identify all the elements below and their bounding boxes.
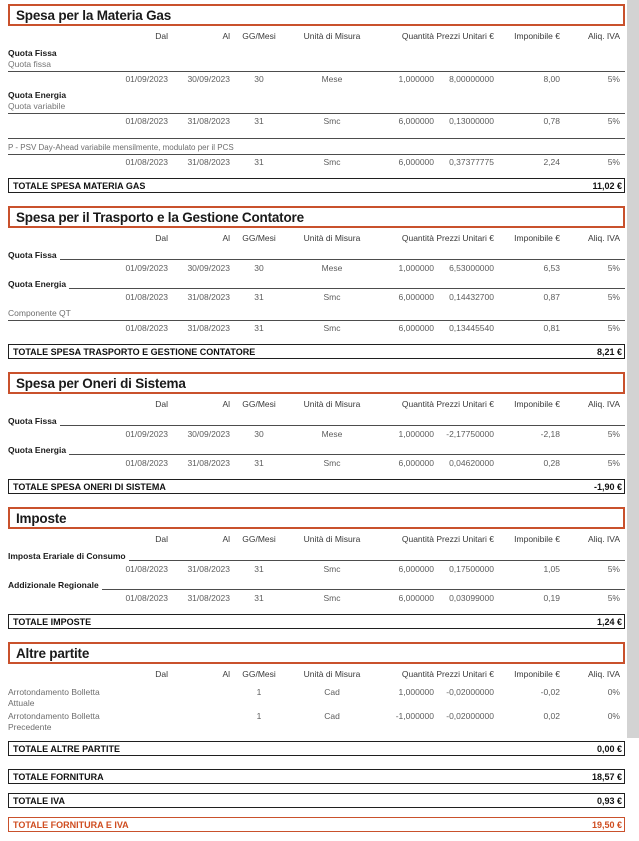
cell-unita-misura: Smc [323, 458, 341, 468]
column-header-quantita: Quantità [401, 31, 434, 41]
total-label: TOTALE IVA [13, 795, 66, 806]
total-label: TOTALE ALTRE PARTITE [13, 743, 120, 754]
cell-imponibile: 8,00 [543, 74, 560, 84]
page-edge-strip [627, 0, 639, 738]
section-title: Spesa per il Trasporto e la Gestione Contatore [16, 209, 304, 225]
total-value: 19,50 € [591, 819, 622, 830]
total-value: 0,00 € [596, 743, 622, 754]
column-header-prezzi-unitari: Prezzi Unitari € [436, 534, 494, 544]
table-row [8, 72, 625, 88]
total-value: 8,21 € [596, 346, 622, 357]
cell-gg-mesi: 31 [254, 593, 264, 603]
cell-gg-mesi: 31 [254, 458, 264, 468]
total-value: -1,90 € [593, 481, 622, 492]
cell-aliq-iva: 5% [607, 593, 620, 603]
column-headers [8, 534, 625, 545]
section-title-box [8, 642, 625, 664]
section-title-box [8, 372, 625, 394]
cell-unita-misura: Mese [321, 263, 343, 273]
rule-line [60, 425, 625, 426]
section-total-bar [8, 178, 625, 193]
group-label: Quota Fissa [8, 48, 57, 58]
cell-aliq-iva: 5% [607, 263, 620, 273]
group-label-row [8, 416, 625, 427]
grand-total-bar [8, 817, 625, 832]
cell-dal: 01/09/2023 [125, 74, 168, 84]
table-row [8, 321, 625, 337]
cell-quantita: 6,000000 [398, 564, 434, 574]
cell-unita-misura: Smc [323, 116, 341, 126]
cell-dal: 01/09/2023 [125, 429, 168, 439]
cell-gg-mesi: 1 [256, 711, 262, 721]
column-header-gg-mesi: GG/Mesi [242, 233, 276, 243]
note-label: P - PSV Day-Ahead variabile mensilmente, modulato per il PCS [8, 143, 625, 155]
cell-quantita: 6,000000 [398, 292, 434, 302]
cell-aliq-iva: 5% [607, 74, 620, 84]
group-label: Quota Fissa [8, 250, 57, 260]
cell-prezzi-unitari: 0,13445540 [449, 323, 494, 333]
cell-prezzi-unitari: 8,00000000 [449, 74, 494, 84]
table-row [8, 562, 625, 578]
cell-al: 30/09/2023 [187, 263, 230, 273]
cell-prezzi-unitari: 0,14432700 [449, 292, 494, 302]
total-label: TOTALE IMPOSTE [13, 616, 92, 627]
cell-imponibile: 0,78 [543, 116, 560, 126]
cell-quantita: 1,000000 [398, 74, 434, 84]
cell-aliq-iva: 5% [607, 458, 620, 468]
cell-aliq-iva: 0% [607, 711, 620, 721]
column-header-quantita: Quantità [401, 534, 434, 544]
note-group [8, 138, 625, 155]
cell-dal: 01/08/2023 [125, 116, 168, 126]
column-header-gg-mesi: GG/Mesi [242, 399, 276, 409]
cell-quantita: 6,000000 [398, 323, 434, 333]
cell-aliq-iva: 5% [607, 323, 620, 333]
bill-section [8, 642, 625, 756]
cell-aliq-iva: 5% [607, 564, 620, 574]
cell-aliq-iva: 5% [607, 116, 620, 126]
cell-imponibile: 0,02 [543, 711, 560, 721]
column-header-unita-misura: Unità di Misura [303, 534, 361, 544]
column-header-unita-misura: Unità di Misura [303, 669, 361, 679]
bill-section [8, 507, 625, 629]
table-row [8, 427, 625, 443]
table-row [8, 686, 625, 710]
rule-line [60, 259, 625, 260]
cell-dal: 01/08/2023 [125, 292, 168, 302]
total-label: TOTALE FORNITURA E IVA [13, 819, 129, 830]
cell-imponibile: 6,53 [543, 263, 560, 273]
cell-unita-misura: Smc [323, 157, 341, 167]
cell-unita-misura: Mese [321, 429, 343, 439]
table-row [8, 710, 625, 734]
total-label: TOTALE SPESA TRASPORTO E GESTIONE CONTATORE [13, 346, 256, 357]
cell-aliq-iva: 5% [607, 157, 620, 167]
table-row [8, 155, 625, 171]
cell-dal: 01/08/2023 [125, 564, 168, 574]
cell-prezzi-unitari: -0,02000000 [446, 711, 494, 721]
column-header-imponibile: Imponibile € [514, 233, 560, 243]
cell-gg-mesi: 1 [256, 687, 262, 697]
cell-dal: 01/08/2023 [125, 157, 168, 167]
cell-gg-mesi: 31 [254, 292, 264, 302]
cell-al: 31/08/2023 [187, 116, 230, 126]
group-label: Quota Energia [8, 445, 67, 455]
column-header-dal: Dal [155, 31, 168, 41]
total-value: 11,02 € [592, 180, 622, 191]
table-row [8, 290, 625, 306]
column-header-prezzi-unitari: Prezzi Unitari € [436, 399, 494, 409]
grand-totals [8, 769, 625, 832]
group-label: Quota Energia [8, 279, 67, 289]
section-total-bar [8, 344, 625, 359]
column-header-imponibile: Imponibile € [514, 534, 560, 544]
column-header-gg-mesi: GG/Mesi [242, 669, 276, 679]
column-header-imponibile: Imponibile € [514, 31, 560, 41]
section-title-box [8, 206, 625, 228]
group-label: Quota Energia [8, 90, 67, 100]
cell-al: 30/09/2023 [187, 429, 230, 439]
cell-al: 31/08/2023 [187, 292, 230, 302]
cell-prezzi-unitari: 0,03099000 [449, 593, 494, 603]
column-header-prezzi-unitari: Prezzi Unitari € [436, 233, 494, 243]
cell-dal: 01/08/2023 [125, 593, 168, 603]
column-header-al: Al [222, 399, 230, 409]
table-row [8, 114, 625, 130]
cell-imponibile: 2,24 [543, 157, 560, 167]
cell-gg-mesi: 31 [254, 116, 264, 126]
group-label: Imposta Erariale di Consumo [8, 551, 126, 561]
column-header-quantita: Quantità [401, 399, 434, 409]
cell-prezzi-unitari: 0,13000000 [449, 116, 494, 126]
group-label: Componente QT [8, 308, 625, 321]
section-title: Altre partite [16, 645, 90, 661]
group-label-row [8, 580, 625, 591]
cell-aliq-iva: 5% [607, 429, 620, 439]
group-label: Addizionale Regionale [8, 580, 99, 590]
group-label: Quota Fissa [8, 416, 57, 426]
column-header-al: Al [222, 669, 230, 679]
section-total-bar [8, 479, 625, 494]
table-row [8, 456, 625, 472]
column-header-aliq-iva: Aliq. IVA [588, 534, 620, 544]
cell-imponibile: -2,18 [540, 429, 560, 439]
cell-dal: 01/08/2023 [125, 323, 168, 333]
column-header-dal: Dal [155, 233, 168, 243]
cell-gg-mesi: 30 [254, 74, 264, 84]
column-header-prezzi-unitari: Prezzi Unitari € [436, 31, 494, 41]
column-header-aliq-iva: Aliq. IVA [588, 669, 620, 679]
section-title: Imposte [16, 510, 67, 526]
grand-total-bar [8, 769, 625, 784]
cell-unita-misura: Smc [323, 323, 341, 333]
cell-prezzi-unitari: -2,17750000 [446, 429, 494, 439]
section-title-box [8, 4, 625, 26]
cell-quantita: -1,000000 [395, 711, 434, 721]
cell-gg-mesi: 30 [254, 429, 264, 439]
cell-dal: 01/09/2023 [125, 263, 168, 273]
group-label-row [8, 279, 625, 290]
column-headers [8, 399, 625, 410]
section-total-bar [8, 741, 625, 756]
cell-unita-misura: Smc [323, 564, 341, 574]
cell-imponibile: 0,87 [543, 292, 560, 302]
group-label-row [8, 445, 625, 456]
cell-aliq-iva: 5% [607, 292, 620, 302]
column-header-dal: Dal [155, 399, 168, 409]
rule-line [102, 589, 625, 590]
cell-al: 31/08/2023 [187, 157, 230, 167]
cell-unita-misura: Smc [323, 292, 341, 302]
table-row [8, 591, 625, 607]
column-header-aliq-iva: Aliq. IVA [588, 31, 620, 41]
cell-prezzi-unitari: -0,02000000 [446, 687, 494, 697]
cell-dal: 01/08/2023 [125, 458, 168, 468]
total-value: 18,57 € [591, 771, 622, 782]
column-header-al: Al [222, 233, 230, 243]
column-header-aliq-iva: Aliq. IVA [588, 233, 620, 243]
column-header-imponibile: Imponibile € [514, 669, 560, 679]
cell-imponibile: 0,28 [543, 458, 560, 468]
bill-section [8, 4, 625, 193]
total-label: TOTALE SPESA MATERIA GAS [13, 180, 146, 191]
section-title-box [8, 507, 625, 529]
total-label: TOTALE SPESA ONERI DI SISTEMA [13, 481, 166, 492]
total-value: 1,24 € [596, 616, 622, 627]
cell-al: 31/08/2023 [187, 323, 230, 333]
rule-line [129, 560, 625, 561]
cell-quantita: 1,000000 [398, 429, 434, 439]
cell-unita-misura: Mese [321, 74, 343, 84]
table-row [8, 261, 625, 277]
bill-section [8, 206, 625, 359]
cell-al: 30/09/2023 [187, 74, 230, 84]
column-header-gg-mesi: GG/Mesi [242, 31, 276, 41]
column-headers [8, 233, 625, 244]
column-header-prezzi-unitari: Prezzi Unitari € [436, 669, 494, 679]
total-value: 0,93 € [596, 795, 622, 806]
column-header-aliq-iva: Aliq. IVA [588, 399, 620, 409]
grand-total-bar [8, 793, 625, 808]
column-header-gg-mesi: GG/Mesi [242, 534, 276, 544]
cell-unita-misura: Smc [323, 593, 341, 603]
total-label: TOTALE FORNITURA [13, 771, 104, 782]
cell-quantita: 6,000000 [398, 116, 434, 126]
section-title: Spesa per la Materia Gas [16, 7, 172, 23]
rule-line [69, 454, 625, 455]
section-title: Spesa per Oneri di Sistema [16, 375, 186, 391]
group-label-row [8, 551, 625, 562]
column-header-al: Al [222, 534, 230, 544]
column-header-quantita: Quantità [401, 233, 434, 243]
cell-prezzi-unitari: 0,37377775 [449, 157, 494, 167]
cell-gg-mesi: 31 [254, 564, 264, 574]
cell-quantita: 6,000000 [398, 157, 434, 167]
cell-unita-misura: Cad [324, 687, 340, 697]
cell-gg-mesi: 31 [254, 323, 264, 333]
cell-prezzi-unitari: 0,17500000 [449, 564, 494, 574]
cell-prezzi-unitari: 0,04620000 [449, 458, 494, 468]
cell-prezzi-unitari: 6,53000000 [449, 263, 494, 273]
cell-imponibile: 0,19 [543, 593, 560, 603]
cell-gg-mesi: 31 [254, 157, 264, 167]
column-header-unita-misura: Unità di Misura [303, 233, 361, 243]
cell-quantita: 1,000000 [398, 263, 434, 273]
cell-imponibile: -0,02 [540, 687, 560, 697]
cell-al: 31/08/2023 [187, 564, 230, 574]
section-total-bar [8, 614, 625, 629]
cell-quantita: 6,000000 [398, 593, 434, 603]
bill-section [8, 372, 625, 494]
cell-imponibile: 0,81 [543, 323, 560, 333]
cell-gg-mesi: 30 [254, 263, 264, 273]
cell-quantita: 1,000000 [398, 687, 434, 697]
column-header-imponibile: Imponibile € [514, 399, 560, 409]
column-header-dal: Dal [155, 534, 168, 544]
group-sublabel: Quota fissa [8, 59, 625, 72]
cell-quantita: 6,000000 [398, 458, 434, 468]
cell-imponibile: 1,05 [543, 564, 560, 574]
rule-line [69, 288, 625, 289]
cell-al: 31/08/2023 [187, 458, 230, 468]
column-headers [8, 31, 625, 42]
cell-al: 31/08/2023 [187, 593, 230, 603]
column-header-unita-misura: Unità di Misura [303, 399, 361, 409]
column-header-dal: Dal [155, 669, 168, 679]
group-label-row [8, 250, 625, 261]
cell-label: Arrotondamento Bolletta Attuale [8, 687, 100, 708]
column-header-al: Al [222, 31, 230, 41]
group-sublabel: Quota variabile [8, 101, 625, 114]
cell-unita-misura: Cad [324, 711, 340, 721]
column-header-unita-misura: Unità di Misura [303, 31, 361, 41]
column-header-quantita: Quantità [401, 669, 434, 679]
column-headers [8, 669, 625, 680]
sections-container [8, 4, 625, 756]
cell-label: Arrotondamento Bolletta Precedente [8, 711, 100, 732]
cell-aliq-iva: 0% [607, 687, 620, 697]
